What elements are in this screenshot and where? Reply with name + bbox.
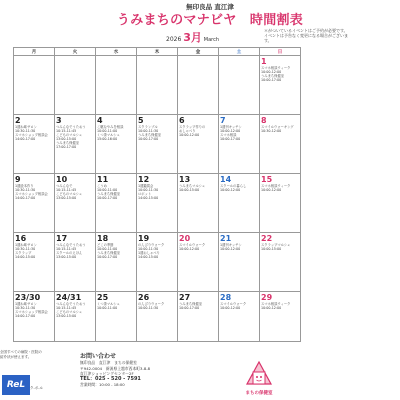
- event-line: 10:00-12:00: [179, 133, 200, 137]
- event-line: 1週刊キッチン: [220, 243, 242, 247]
- event-line: 10:00-17:00: [138, 137, 159, 141]
- event-line: こどものマルシェ: [56, 133, 83, 137]
- event-line: 10:00-12:00: [220, 306, 241, 310]
- year-month: [166, 29, 219, 45]
- calendar-day-cell: [219, 233, 260, 292]
- calendar-day-cell: [96, 56, 137, 115]
- day-number: 17: [56, 234, 68, 243]
- calendar-day-cell: [55, 115, 96, 174]
- contact-box: [80, 351, 220, 388]
- event-line: 10:15-11:45: [56, 188, 77, 192]
- event-line: 15:00-16:00: [97, 137, 118, 141]
- event-line: 1週鑑賞会: [138, 184, 154, 188]
- event-line: 10:00-12:00: [179, 247, 200, 251]
- event-line: スマホ相談ウィーク: [261, 184, 291, 188]
- contact-title: お問い合わせ: [80, 353, 117, 360]
- event-line: 14:00-17:00: [15, 314, 36, 318]
- contact-store: 無印良品 直江津 まちの保健室: [80, 360, 137, 365]
- footer-left-panel: [0, 350, 60, 398]
- notice-line-1: ＊がついているイベントはご予約が必要です。: [264, 28, 348, 33]
- rel-logo-caption: ク-ポ-ル: [30, 386, 44, 390]
- event-line: うみまち保健室: [138, 133, 162, 137]
- day-number: 25: [97, 293, 109, 302]
- day-number: 15: [261, 175, 273, 184]
- event-line: おしゃべり: [179, 129, 196, 133]
- event-line: 10:30-12:00: [261, 129, 282, 133]
- day-number: 18: [97, 234, 109, 243]
- weekday-header: 土: [219, 48, 260, 56]
- day-number: 2: [15, 116, 21, 125]
- event-line: スマホショップ相談会: [15, 133, 48, 137]
- event-line: 13:00-15:00: [56, 137, 77, 141]
- event-line: のんびりウォーク: [138, 302, 165, 306]
- calendar-day-cell: [178, 115, 219, 174]
- calendar-day-cell: [14, 292, 55, 342]
- event-line: 10:00-11:00: [97, 247, 118, 251]
- event-line: 17:00-17:00: [56, 145, 77, 149]
- referral-note-line-2: 紹介状が使えます。: [0, 354, 32, 359]
- day-number: 5: [138, 116, 144, 125]
- brand-label: 無印良品 直江津: [186, 3, 234, 11]
- event-line: 10:00-12:00: [220, 188, 241, 192]
- day-number: 13: [179, 175, 191, 184]
- event-line: 1週ね味サロン: [15, 125, 37, 129]
- calendar-day-cell: [96, 115, 137, 174]
- contact-phone: TEL：025 - 520 - 7591: [80, 375, 141, 382]
- calendar-day-cell: [14, 115, 55, 174]
- calendar-day-cell: [260, 174, 301, 233]
- event-line: 10:00-17:00: [97, 255, 118, 259]
- weekday-header: 火: [55, 48, 96, 56]
- event-line: こどものマルシェ: [56, 192, 83, 196]
- event-line: 10:00-12:00: [261, 306, 282, 310]
- event-line: 13:00-15:00: [56, 314, 77, 318]
- day-number: 21: [220, 234, 232, 243]
- event-line: 10:00-12:00: [220, 129, 241, 133]
- day-number: 6: [179, 116, 185, 125]
- event-line: 10:00-17:00: [261, 78, 282, 82]
- event-line: スマホ相談ウィーク: [261, 302, 291, 306]
- calendar-day-cell: [55, 292, 96, 342]
- event-line: スマイルウォーク: [220, 302, 247, 306]
- day-number: 10: [56, 175, 68, 184]
- event-line: スマホショップ相談会: [15, 192, 48, 196]
- weekday-header-row: [14, 48, 301, 56]
- calendar-day-cell: [260, 292, 301, 342]
- event-line: スマホ相談ウィーク: [261, 66, 291, 70]
- calendar-day-cell: [55, 233, 96, 292]
- event-line: 10:00-12:00: [261, 188, 282, 192]
- calendar-day-cell: [178, 233, 219, 292]
- calendar-week-row: [14, 115, 301, 174]
- calendar-day-cell: [260, 115, 301, 174]
- calendar-day-cell: [219, 174, 260, 233]
- event-line: うみまち保健室: [97, 251, 121, 255]
- event-line: 10:00-11:00: [97, 306, 118, 310]
- event-line: のんびりウォーク: [138, 243, 165, 247]
- day-number: 12: [138, 175, 150, 184]
- contact-address-1: 〒942-0004 新潟県上越市西本町3-8-8: [80, 365, 151, 371]
- event-line: スクランブル: [138, 125, 158, 129]
- event-line: 10:30-11:30: [15, 247, 36, 251]
- day-number: 9: [15, 175, 21, 184]
- rel-logo: ReL: [2, 375, 30, 395]
- event-line: 10:00-15:00: [179, 188, 200, 192]
- event-line: スクールのえほん: [56, 251, 83, 255]
- calendar-grid: [13, 47, 301, 342]
- event-line: 10:00-11:30: [138, 188, 159, 192]
- day-number: 19: [138, 234, 150, 243]
- month-unit: 月: [190, 31, 202, 44]
- event-line: つみんなでうたおう: [56, 302, 86, 306]
- event-line: スクールの暮らし: [220, 184, 247, 188]
- event-line: 1週ね味サロン: [15, 243, 37, 247]
- weekday-header: 金: [178, 48, 219, 56]
- calendar-day-cell: [137, 174, 178, 233]
- event-line: スマイルウォーキング: [261, 125, 294, 129]
- event-line: 1週おしゃべり: [138, 251, 160, 255]
- calendar-day-cell: [137, 56, 178, 115]
- event-line: 10:15-11:45: [56, 247, 77, 251]
- event-line: 14:00-17:00: [15, 196, 36, 200]
- calendar-day-cell: [137, 115, 178, 174]
- contact-address-2: 直江津ショッピングセンター2F: [80, 371, 134, 376]
- event-line: 10:00-11:00: [97, 188, 118, 192]
- event-line: 14:00-15:00: [138, 255, 159, 259]
- day-number: 28: [220, 293, 232, 302]
- reservation-notice: [264, 28, 350, 43]
- day-number: 7: [220, 116, 226, 125]
- event-line: 10:00-12:00: [261, 70, 282, 74]
- calendar-week-row: [14, 56, 301, 115]
- calendar-day-cell: [14, 174, 55, 233]
- month-english: March: [203, 37, 220, 43]
- month-number: 3: [183, 31, 191, 44]
- calendar-day-cell: [219, 56, 260, 115]
- day-number: 3: [56, 116, 62, 125]
- event-line: スクラップ: [15, 251, 32, 255]
- event-line: どこの季節: [97, 243, 114, 247]
- day-number: 24/31: [56, 293, 82, 302]
- event-line: うみまちマルシェ: [179, 184, 206, 188]
- calendar-day-cell: [96, 292, 137, 342]
- event-line: うみまち保健室: [261, 74, 285, 78]
- calendar-week-row: [14, 174, 301, 233]
- calendar-day-cell: [178, 292, 219, 342]
- event-line: 10:30-11:30: [15, 129, 36, 133]
- day-number: 16: [15, 234, 27, 243]
- event-line: 10:30-11:30: [15, 188, 36, 192]
- calendar-day-cell: [178, 56, 219, 115]
- event-line: 10:00-17:00: [97, 196, 118, 200]
- event-line: 10:15-11:45: [56, 306, 77, 310]
- event-line: スマイルウォーク: [179, 243, 206, 247]
- calendar-body: [14, 56, 301, 342]
- event-line: うみまち保健室: [56, 141, 80, 145]
- day-number: 26: [138, 293, 150, 302]
- event-line: 10:00-17:00: [220, 137, 241, 141]
- calendar-day-cell: [260, 56, 301, 115]
- calendar-day-cell: [260, 233, 301, 292]
- weekday-header: 木: [137, 48, 178, 56]
- calendar-day-cell: [219, 115, 260, 174]
- event-line: こ眺なやみを相談: [97, 125, 124, 129]
- contact-hours: 営業時間：10:00 - 18:00: [80, 382, 125, 387]
- mascot-icon: [241, 354, 277, 390]
- year: 2026: [166, 36, 182, 43]
- event-line: 1週絵本作り: [15, 184, 34, 188]
- event-line: こうめ: [97, 184, 107, 188]
- day-number: 23/30: [15, 293, 41, 302]
- event-line: つみんなでうたおう: [56, 243, 86, 247]
- event-line: スクラップ作りの: [179, 125, 206, 129]
- event-line: うみまち保健室: [179, 302, 203, 306]
- calendar-day-cell: [178, 174, 219, 233]
- calendar-day-cell: [55, 174, 96, 233]
- event-line: 13:00-15:00: [56, 255, 77, 259]
- event-line: 10:00-11:30: [138, 247, 159, 251]
- event-line: スマホショップ相談会: [15, 310, 48, 314]
- calendar-week-row: [14, 233, 301, 292]
- day-number: 4: [97, 116, 103, 125]
- calendar-day-cell: [14, 56, 55, 115]
- event-line: くつ茶マルシェ: [97, 302, 120, 306]
- weekday-header: 月: [14, 48, 55, 56]
- event-line: ロボット: [138, 192, 152, 196]
- event-line: つみんなでうたおう: [56, 125, 86, 129]
- day-number: 22: [261, 234, 273, 243]
- calendar-day-cell: [96, 174, 137, 233]
- event-line: 10:30-11:30: [15, 306, 36, 310]
- event-line: つみんなで: [56, 184, 73, 188]
- event-line: 14:00-15:00: [15, 255, 36, 259]
- day-number: 29: [261, 293, 273, 302]
- event-line: 10:00-17:00: [179, 306, 200, 310]
- weekday-header: 水: [96, 48, 137, 56]
- event-line: うみまち保健室: [97, 192, 121, 196]
- event-line: 10:00-12:00: [220, 247, 241, 251]
- event-line: 1週ね味サロン: [15, 302, 37, 306]
- event-line: 10:00-15:00: [261, 247, 282, 251]
- day-number: 20: [179, 234, 191, 243]
- event-line: こどものマルシェ: [56, 310, 83, 314]
- calendar-day-cell: [137, 233, 178, 292]
- event-line: くつ茶マルシェ: [97, 133, 120, 137]
- calendar-week-row: [14, 292, 301, 342]
- referral-note-line-1: 全国すべての病院・医院の: [0, 350, 42, 354]
- event-line: 14:00-15:00: [138, 196, 159, 200]
- day-number: 8: [261, 116, 267, 125]
- event-line: 10:00-11:30: [138, 129, 159, 133]
- event-line: スマホ相談: [220, 133, 237, 137]
- event-line: 14:00-17:00: [15, 137, 36, 141]
- notice-line-2: イベントは予告なく変更になる場合がございます。: [264, 33, 348, 43]
- day-number: 27: [179, 293, 191, 302]
- day-number: 1: [261, 57, 267, 66]
- event-line: 10:00-11:00: [97, 129, 118, 133]
- event-line: 13:00-15:00: [56, 196, 77, 200]
- event-line: 10:15-11:45: [56, 129, 77, 133]
- event-line: 1週刊キッチン: [220, 125, 242, 129]
- weekday-header: 日: [260, 48, 301, 56]
- event-line: スクラップマルシェ: [261, 243, 291, 247]
- calendar-day-cell: [137, 292, 178, 342]
- calendar-day-cell: [219, 292, 260, 342]
- page-title: うみまちのマナビヤ 時間割表: [116, 13, 304, 28]
- mascot-caption: まちの保健室: [245, 391, 273, 396]
- day-number: 11: [97, 175, 109, 184]
- day-number: 14: [220, 175, 232, 184]
- calendar-day-cell: [96, 233, 137, 292]
- calendar-day-cell: [55, 56, 96, 115]
- calendar-day-cell: [14, 233, 55, 292]
- event-line: 10:00-11:30: [138, 306, 159, 310]
